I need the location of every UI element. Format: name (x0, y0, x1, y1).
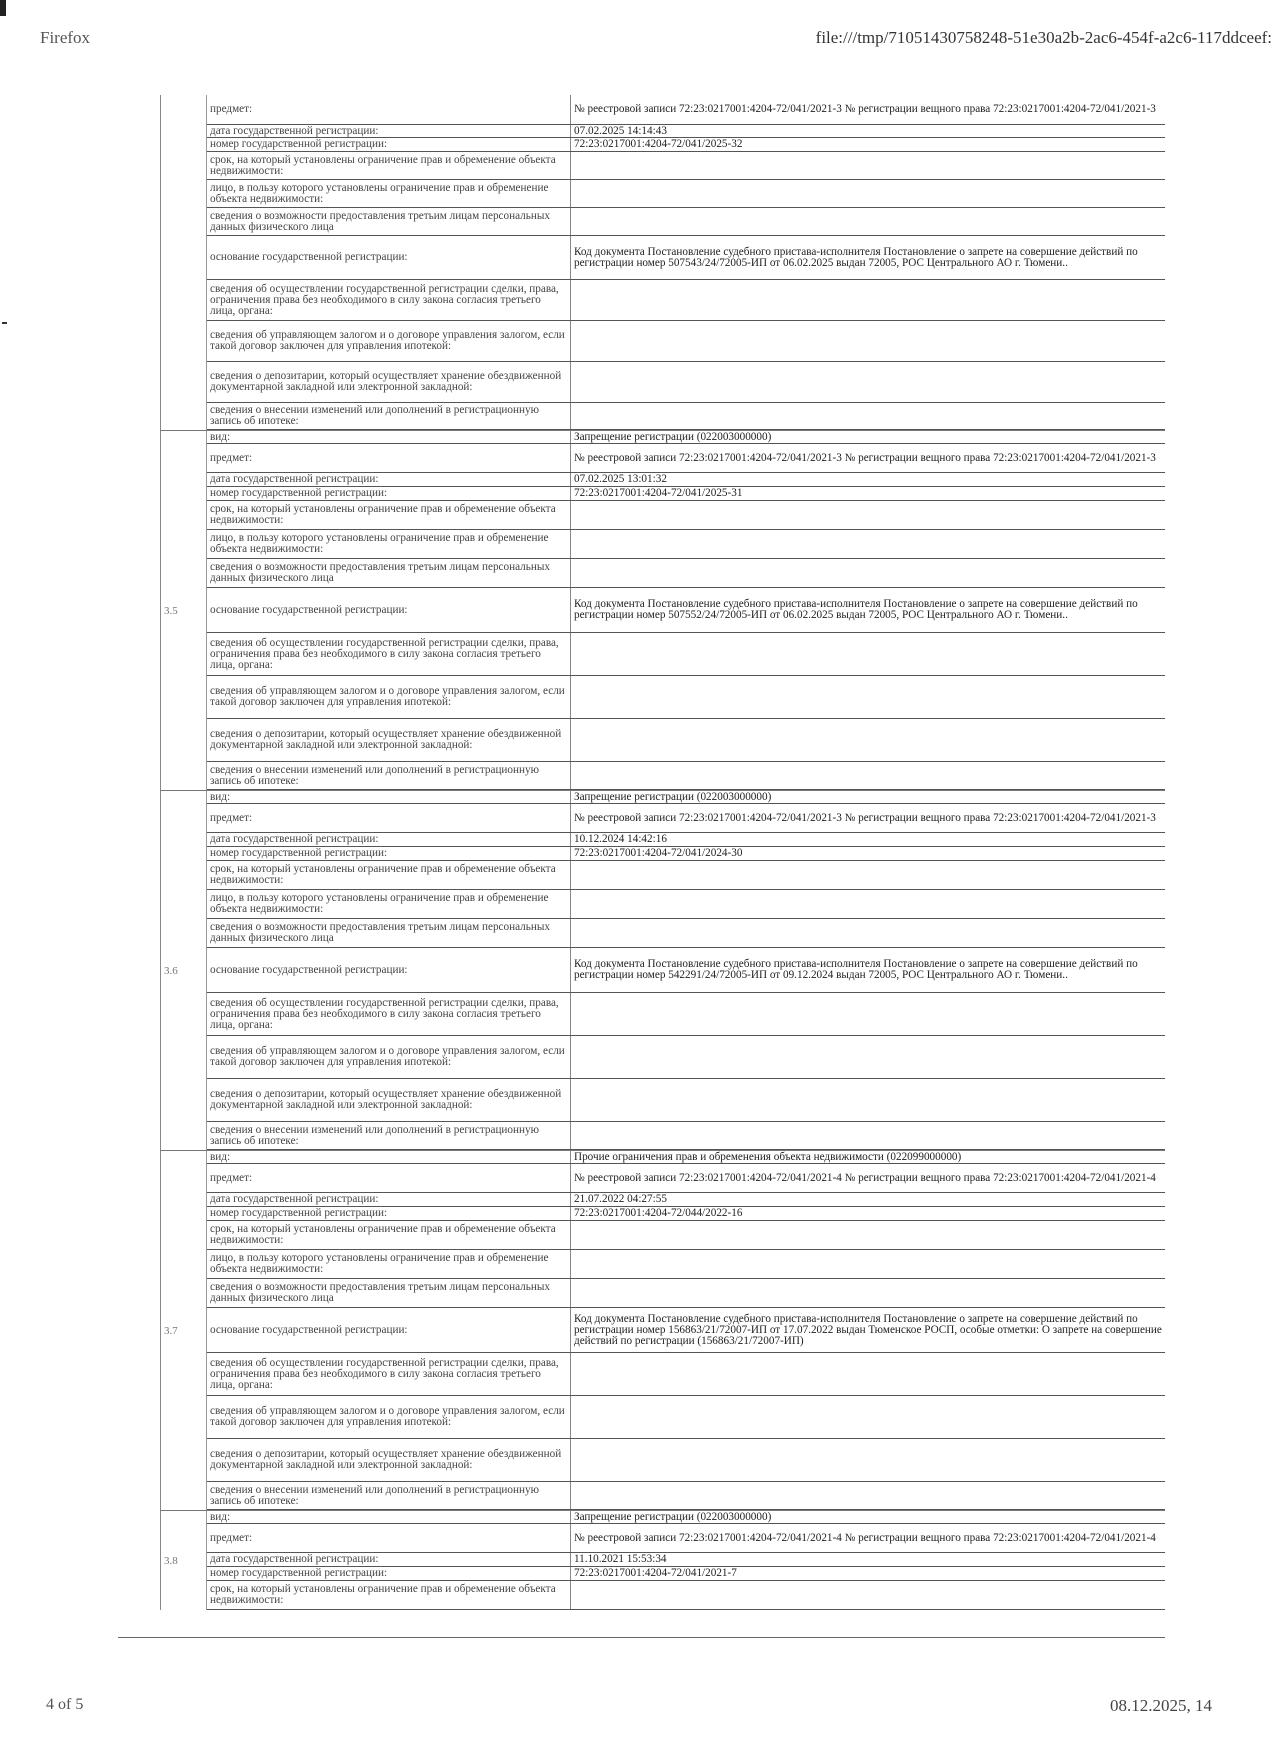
value-zalog (571, 1036, 1165, 1078)
value-srok (571, 1581, 1165, 1609)
value-vid: Запрещение регистрации (022003000000) (574, 430, 772, 443)
label-vid: вид: (207, 791, 571, 803)
value-soglasie (571, 633, 1165, 675)
record-number: 3.6 (161, 791, 207, 1150)
label-nomer: номер государственной регистрации: (207, 138, 571, 151)
value-osnovanie: Код документа Постановление судебного пристава-исполнителя Постановление о запрете на совершение действий по регистрации номер 156863/21/72007-ИП от 17.07.2022 выдан Тюменское РОСП, особые отметки: О запрете на совершение действий по регистрации (156863/21/72007-ИП) (574, 1312, 1162, 1347)
value-depozitariy (571, 1079, 1165, 1121)
label-soglasie: сведения об осуществлении государственной регистрации сделки, права, ограничения права без необходимого в силу закона согласия третьего лица, органа: (207, 633, 571, 675)
label-zalog: сведения об управляющем залогом и о договоре управления залогом, если такой договор заключен для управления ипотекой: (207, 1396, 571, 1438)
value-zalog (571, 676, 1165, 718)
value-izmeneniya (571, 403, 1165, 429)
value-srok (571, 1221, 1165, 1249)
value-osnovanie: Код документа Постановление судебного пристава-исполнителя Постановление о запрете на совершение действий по регистрации номер 542291/24/72005-ИП от 09.12.2024 выдан 72005, РОС Центрального АО г. Тюмени.. (574, 958, 1138, 981)
record-group (160, 430, 1165, 790)
label-depozitariy: сведения о депозитарии, который осуществляет хранение обездвиженной документарной закладной или электронной закладной: (207, 1079, 571, 1121)
value-nomer: 72:23:0217001:4204-72/041/2025-31 (574, 487, 743, 499)
encumbrance-table (160, 95, 1165, 1610)
record-number: 3.8 (161, 1511, 207, 1610)
label-personal-data: сведения о возможности предоставления третьим лицам персональных данных физического лица (207, 919, 571, 947)
value-zalog (571, 1396, 1165, 1438)
label-litso: лицо, в пользу которого установлены ограничение прав и обременение объекта недвижимости: (207, 180, 571, 207)
label-zalog: сведения об управляющем залогом и о договоре управления залогом, если такой договор заключен для управления ипотекой: (207, 1036, 571, 1078)
value-litso (571, 530, 1165, 558)
value-vid: Прочие ограничения прав и обременения объекта недвижимости (022099000000) (574, 1150, 962, 1163)
value-soglasie (571, 280, 1165, 320)
page-edge-dot (2, 322, 7, 324)
value-nomer: 72:23:0217001:4204-72/044/2022-16 (574, 1207, 743, 1219)
value-osnovanie: Код документа Постановление судебного пристава-исполнителя Постановление о запрете на совершение действий по регистрации номер 507543/24/72005-ИП от 06.02.2025 выдан 72005, РОС Центрального АО г. Тюмени.. (574, 245, 1138, 269)
value-litso (571, 1250, 1165, 1278)
value-personal-data (571, 1279, 1165, 1307)
value-izmeneniya (571, 762, 1165, 789)
label-nomer: номер государственной регистрации: (207, 1567, 571, 1580)
value-personal-data (571, 208, 1165, 235)
value-nomer: 72:23:0217001:4204-72/041/2024-30 (574, 847, 743, 859)
label-vid: вид: (207, 1151, 571, 1163)
value-data: 07.02.2025 13:01:32 (574, 473, 667, 485)
value-osnovanie: Код документа Постановление судебного пристава-исполнителя Постановление о запрете на совершение действий по регистрации номер 507552/24/72005-ИП от 06.02.2025 выдан 72005, РОС Центрального АО г. Тюмени.. (574, 598, 1138, 621)
value-vid: Запрещение регистрации (022003000000) (574, 1510, 772, 1523)
label-srok: срок, на который установлены ограничение прав и обременение объекта недвижимости: (207, 861, 571, 889)
label-vid: вид: (207, 431, 571, 443)
label-osnovanie: основание государственной регистрации: (207, 588, 571, 632)
value-soglasie (571, 1353, 1165, 1395)
label-personal-data: сведения о возможности предоставления третьим лицам персональных данных физического лица (207, 559, 571, 587)
label-personal-data: сведения о возможности предоставления третьим лицам персональных данных физического лица (207, 208, 571, 235)
value-soglasie (571, 993, 1165, 1035)
label-nomer: номер государственной регистрации: (207, 847, 571, 860)
label-izmeneniya: сведения о внесении изменений или дополнений в регистрационную запись об ипотеке: (207, 762, 571, 789)
label-data: дата государственной регистрации: (207, 833, 571, 846)
label-soglasie: сведения об осуществлении государственной регистрации сделки, права, ограничения права без необходимого в силу закона согласия третьего лица, органа: (207, 993, 571, 1035)
label-osnovanie: основание государственной регистрации: (207, 1308, 571, 1352)
label-litso: лицо, в пользу которого установлены ограничение прав и обременение объекта недвижимости: (207, 530, 571, 558)
record-group (160, 95, 1165, 430)
label-litso: лицо, в пользу которого установлены ограничение прав и обременение объекта недвижимости: (207, 890, 571, 918)
label-soglasie: сведения об осуществлении государственной регистрации сделки, права, ограничения права без необходимого в силу закона согласия третьего лица, органа: (207, 1353, 571, 1395)
page-edge-mark (0, 0, 6, 16)
value-personal-data (571, 919, 1165, 947)
value-depozitariy (571, 719, 1165, 761)
value-srok (571, 861, 1165, 889)
label-data: дата государственной регистрации: (207, 125, 571, 137)
value-litso (571, 180, 1165, 207)
label-predmet: предмет: (207, 444, 571, 472)
bottom-rule (118, 1637, 1165, 1638)
label-predmet: предмет: (207, 95, 571, 124)
label-nomer: номер государственной регистрации: (207, 1207, 571, 1220)
value-data: 07.02.2025 14:14:43 (574, 124, 667, 137)
label-nomer: номер государственной регистрации: (207, 487, 571, 500)
label-osnovanie: основание государственной регистрации: (207, 948, 571, 992)
label-predmet: предмет: (207, 804, 571, 832)
value-depozitariy (571, 362, 1165, 402)
value-nomer: 72:23:0217001:4204-72/041/2021-7 (574, 1567, 737, 1579)
label-izmeneniya: сведения о внесении изменений или дополнений в регистрационную запись об ипотеке: (207, 1482, 571, 1509)
label-srok: срок, на который установлены ограничение прав и обременение объекта недвижимости: (207, 1221, 571, 1249)
label-litso: лицо, в пользу которого установлены ограничение прав и обременение объекта недвижимости: (207, 1250, 571, 1278)
value-predmet: № реестровой записи 72:23:0217001:4204-72/041/2021-3 № регистрации вещного права 72:23:0217001:4204-72/041/2021-3 (574, 811, 1156, 824)
value-litso (571, 890, 1165, 918)
value-predmet: № реестровой записи 72:23:0217001:4204-72/041/2021-4 № регистрации вещного права 72:23:0217001:4204-72/041/2021-4 (574, 1531, 1156, 1544)
value-izmeneniya (571, 1122, 1165, 1149)
value-depozitariy (571, 1439, 1165, 1481)
value-data: 11.10.2021 15:53:34 (574, 1553, 667, 1565)
label-soglasie: сведения об осуществлении государственной регистрации сделки, права, ограничения права без необходимого в силу закона согласия третьего лица, органа: (207, 280, 571, 320)
record-number (161, 95, 207, 430)
page-counter: 4 of 5 (46, 1696, 84, 1713)
label-srok: срок, на который установлены ограничение прав и обременение объекта недвижимости: (207, 152, 571, 179)
label-izmeneniya: сведения о внесении изменений или дополнений в регистрационную запись об ипотеке: (207, 403, 571, 429)
value-nomer: 72:23:0217001:4204-72/041/2025-32 (574, 138, 743, 150)
browser-app-name: Firefox (40, 28, 91, 47)
label-osnovanie: основание государственной регистрации: (207, 236, 571, 279)
label-data: дата государственной регистрации: (207, 473, 571, 486)
record-number: 3.7 (161, 1151, 207, 1510)
label-data: дата государственной регистрации: (207, 1553, 571, 1566)
record-number: 3.5 (161, 431, 207, 790)
label-depozitariy: сведения о депозитарии, который осуществляет хранение обездвиженной документарной закладной или электронной закладной: (207, 1439, 571, 1481)
record-group (160, 1510, 1165, 1610)
value-personal-data (571, 559, 1165, 587)
record-group (160, 790, 1165, 1150)
label-vid: вид: (207, 1511, 571, 1523)
browser-url: file:///tmp/71051430758248-51e30a2b-2ac6-454f-a2c6-117ddceef: (815, 28, 1272, 47)
value-predmet: № реестровой записи 72:23:0217001:4204-72/041/2021-4 № регистрации вещного права 72:23:0217001:4204-72/041/2021-4 (574, 1171, 1156, 1184)
label-srok: срок, на который установлены ограничение прав и обременение объекта недвижимости: (207, 1581, 571, 1609)
label-predmet: предмет: (207, 1524, 571, 1552)
value-izmeneniya (571, 1482, 1165, 1509)
value-data: 21.07.2022 04:27:55 (574, 1193, 667, 1205)
label-data: дата государственной регистрации: (207, 1193, 571, 1206)
value-zalog (571, 321, 1165, 361)
label-zalog: сведения об управляющем залогом и о договоре управления залогом, если такой договор заключен для управления ипотекой: (207, 321, 571, 361)
label-izmeneniya: сведения о внесении изменений или дополнений в регистрационную запись об ипотеке: (207, 1122, 571, 1149)
label-srok: срок, на который установлены ограничение прав и обременение объекта недвижимости: (207, 501, 571, 529)
label-depozitariy: сведения о депозитарии, который осуществляет хранение обездвиженной документарной закладной или электронной закладной: (207, 362, 571, 402)
value-vid: Запрещение регистрации (022003000000) (574, 790, 772, 803)
label-depozitariy: сведения о депозитарии, который осуществляет хранение обездвиженной документарной закладной или электронной закладной: (207, 719, 571, 761)
label-predmet: предмет: (207, 1164, 571, 1192)
print-timestamp: 08.12.2025, 14 (1110, 1696, 1212, 1715)
value-srok (571, 501, 1165, 529)
value-predmet: № реестровой записи 72:23:0217001:4204-72/041/2021-3 № регистрации вещного права 72:23:0217001:4204-72/041/2021-3 (574, 451, 1156, 464)
value-data: 10.12.2024 14:42:16 (574, 833, 667, 845)
value-predmet: № реестровой записи 72:23:0217001:4204-72/041/2021-3 № регистрации вещного права 72:23:0217001:4204-72/041/2021-3 (574, 103, 1156, 115)
label-personal-data: сведения о возможности предоставления третьим лицам персональных данных физического лица (207, 1279, 571, 1307)
label-zalog: сведения об управляющем залогом и о договоре управления залогом, если такой договор заключен для управления ипотекой: (207, 676, 571, 718)
record-group (160, 1150, 1165, 1510)
value-srok (571, 152, 1165, 179)
